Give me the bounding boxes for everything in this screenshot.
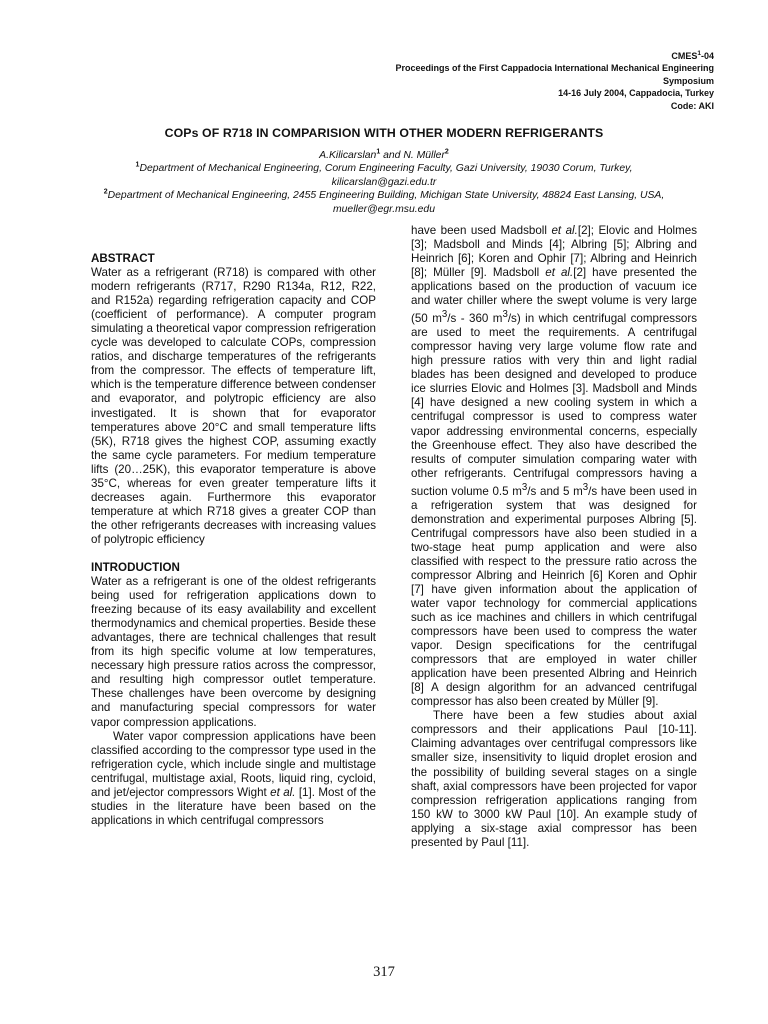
affiliation-2-sup: 2 [103, 188, 108, 196]
rp1-c: [2] have presented the applications based on the production of vacuum ice and water chiller where the swept volume is very large (50 m [411, 266, 697, 326]
affiliation-1 [0, 162, 768, 175]
code-prefix: CMES [671, 51, 698, 61]
right-paragraph-2: There have been a few studies about axial compressors and their applications Paul [10-11]. Claiming advantages over centrifugal compressors like smaller size, insensitivity to liquid droplet erosion and the possibility of building several stages on a single shaft, axial compressors have been projected for vapor compression refrigeration applications ranging from 150 kW to 3000 kW Paul [10]. An example study of applying a six-stage axial compressor has been presented by Paul [11]. [411, 709, 697, 849]
author-2: and N. Müller [380, 150, 445, 161]
section-gap [91, 547, 376, 561]
affiliation-1-sup: 1 [135, 161, 140, 169]
rp1-d: /s - 360 m [447, 312, 503, 326]
abstract-text: Water as a refrigerant (R718) is compared with other modern refrigerants (R717, R290 R134a, R12, R22, and R152a) regarding refrigeration capacity and COP (coefficient of performance). A computer program simulating a theoretical vapor compression refrigeration cycle was developed to calculate COPs, compression ratios, and discharge temperatures of the refrigerants from the compressor. The effects of temperature lift, which is the temperature difference between condenser and evaporator, and polytropic efficiency are also investigated. It is shown that for evaporator temperatures above 20°C and small temperature lifts (5K), R718 gives the highest COP, assuming exactly the same cycle parameters. For medium temperature lifts (20…25K), this evaporator temperature is above 35°C, whereas for even greater temperature lifts it decreases again. Furthermore this evaporator temperature at which R718 gives a greater COP than the other refrigerants decreases with increasing values of polytropic efficiency [91, 266, 376, 546]
email-1: kilicarslan@gazi.edu.tr [331, 176, 437, 188]
proceedings-line: Proceedings of the First Cappadocia International Mechanical Engineering [395, 63, 714, 74]
right-column [411, 224, 697, 850]
rp1-e: /s) in which centrifugal compressors are used to meet the requirements. A centrifugal compressor having very large volume flow rate and high pressure ratios with very thin and light radial blades has been designed and developed to produce ice slurries Elovic and Holmes [3]. Madsboll and Minds [4] have designed a new cooling system in which a centrifugal compressor is used to compress water vapor addressing environmental concerns, especially the Greenhouse effect. They also have described the results of computer simulation comparing water with other refrigerants. Centrifugal compressors having a suction volume 0.5 m [411, 312, 697, 498]
para2-etal: et al. [270, 785, 296, 799]
paper-title: COPs OF R718 IN COMPARISION WITH OTHER MODERN REFRIGERANTS [164, 126, 604, 140]
email-2: mueller@egr.msu.edu [333, 203, 435, 215]
code-sup: 1 [697, 50, 701, 57]
rp1-a: have been used Madsboll [411, 224, 552, 237]
author-2-sup: 2 [444, 148, 449, 156]
author-names [0, 149, 768, 162]
code-suffix: -04 [700, 51, 714, 61]
para2-text-b: [1]. Most of the studies in the literature have been based on the applications in which centrifugal compressors [91, 785, 376, 827]
proceedings-header [314, 50, 714, 112]
rp1-etal-1: et al. [551, 224, 578, 237]
affiliation-2-text: Department of Mechanical Engineering, 2455 Engineering Building, Michigan State University, 48824 East Lansing, USA, [107, 190, 665, 202]
introduction-paragraph-2 [91, 730, 376, 828]
rp1-etal-2: et al. [545, 266, 574, 280]
rp1-sup-3: 3 [521, 481, 528, 493]
author-code: Code: AKI [670, 100, 714, 111]
conference-date: 14-16 July 2004, Cappadocia, Turkey [558, 88, 714, 99]
rp1-b: [2]; Elovic and Holmes [3]; Madsboll and Minds [4]; Albring [5]; Albring and Heinrich [6]; Koren and Ophir [7]; Albring and Heinrich [8]; Müller [9]. Madsboll [411, 224, 697, 280]
affiliation-1-text: Department of Mechanical Engineering, Corum Engineering Faculty, Gazi University, 19030 Corum, Turkey, [139, 163, 633, 175]
paper-code [314, 50, 714, 62]
page-number: 317 [373, 964, 395, 980]
left-column [91, 252, 376, 828]
right-paragraph-1 [411, 224, 697, 709]
author-1: A.Kilicarslan [319, 150, 377, 161]
abstract-heading: ABSTRACT [91, 252, 155, 265]
proceedings-line: Symposium [662, 75, 714, 86]
introduction-paragraph-1: Water as a refrigerant is one of the oldest refrigerants being used for refrigeration applications down to freezing because of its easy availability and excellent thermodynamics and chemical properties. Beside these advantages, there are technical challenges that result from its high specific volume at low temperatures, necessary high pressure ratios across the compressor, and resulting high compressor outlet temperature. These challenges have been overcome by designing and manufacturing special compressors for water vapor compression applications. [91, 575, 376, 729]
rp1-f: /s and 5 m [527, 484, 583, 498]
para2-text-a: Water vapor compression applications have been classified according to the compressor type used in the refrigeration cycle, which include single and multistage centrifugal, multistage axial, Roots, liquid ring, cycloid, and jet/ejector compressors Wight [91, 729, 376, 799]
rp1-g: /s have been used in a refrigeration system that was designed for demonstration and experimental purposes Albring [5]. Centrifugal compressors have also been studied in a two-stage heat pump application and were also classified with respect to the pressure ratio across the compressor Albring and Heinrich [6] Koren and Ophir [7] have given information about the application of water vapor technology for commercial applications such as ice machines and chillers in which centrifugal compressors have been used to compress the water vapor. Design specifications for the centrifugal compressors that are employed in water chiller application have been presented Albring and Heinrich [8] A design algorithm for an advanced centrifugal compressor has also been created by Müller [9]. [411, 484, 697, 709]
affiliation-2 [0, 189, 768, 202]
introduction-heading: INTRODUCTION [91, 560, 180, 574]
rp1-sup-4: 3 [582, 481, 589, 493]
rp1-sup-1: 3 [441, 309, 448, 321]
author-1-sup: 1 [376, 148, 381, 156]
author-block [0, 149, 768, 216]
rp1-sup-2: 3 [502, 309, 508, 321]
